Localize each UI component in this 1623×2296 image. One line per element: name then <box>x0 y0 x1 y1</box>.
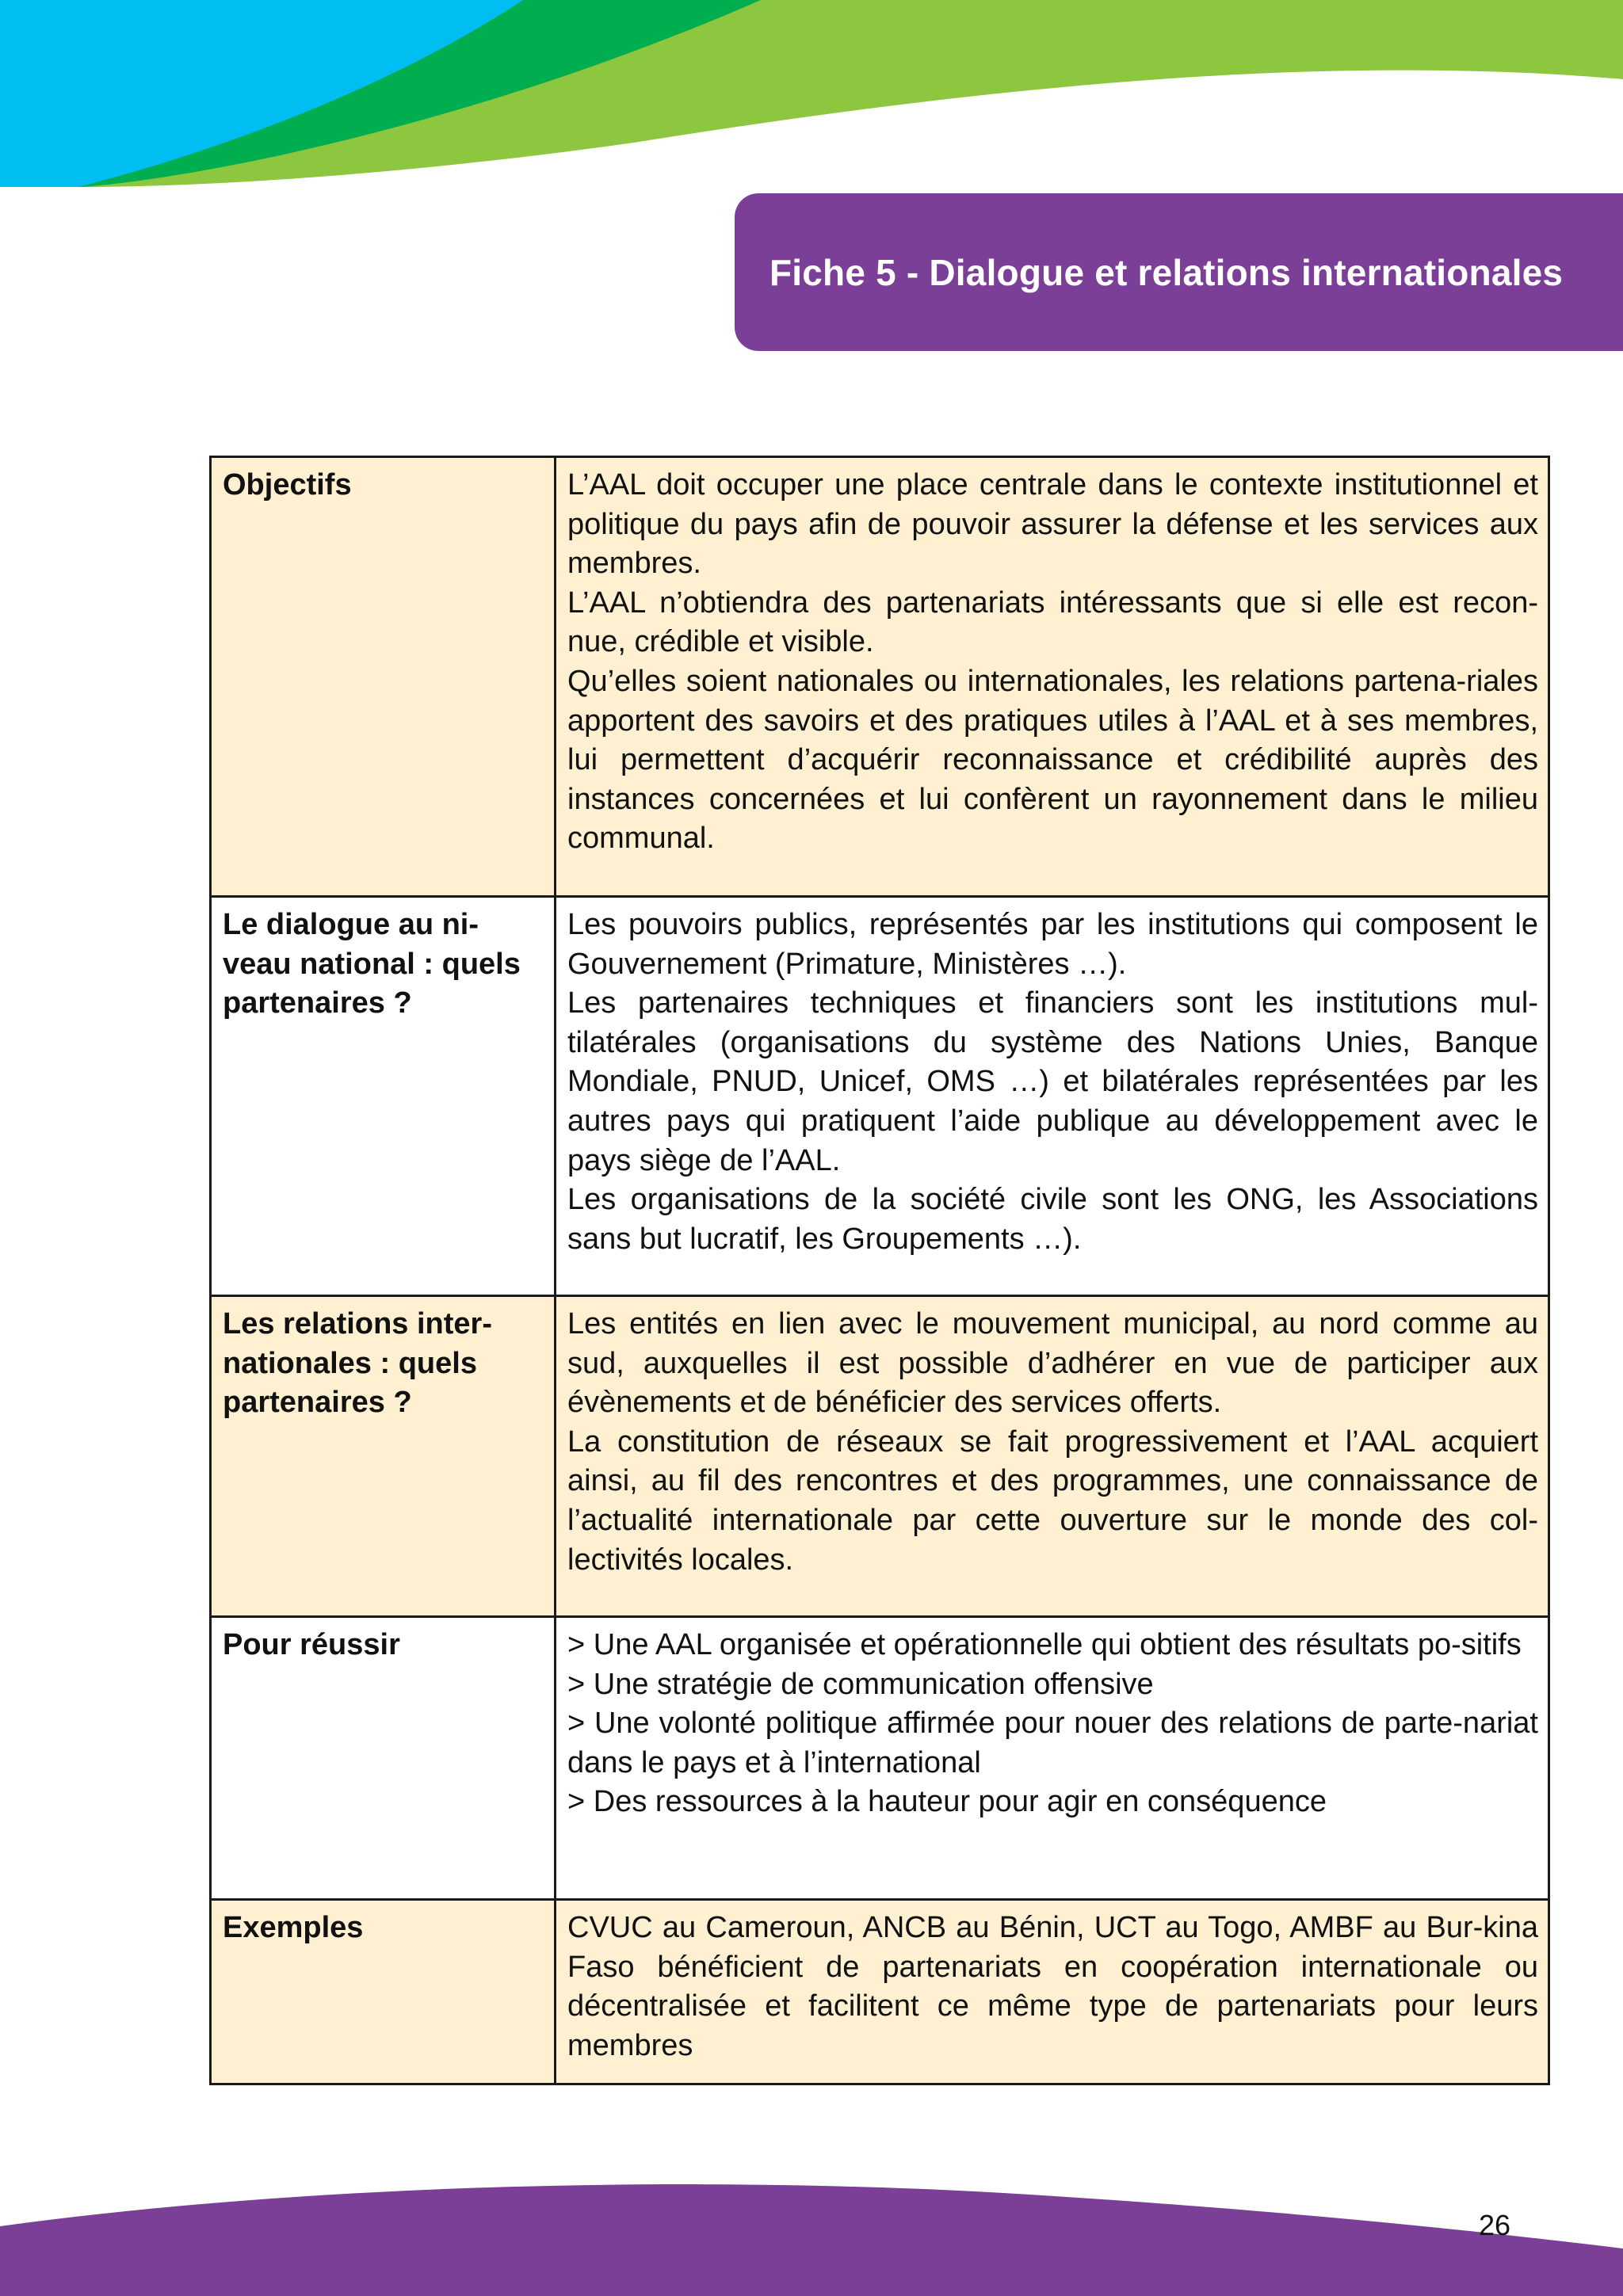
bullet-item: > Une volonté politique affirmée pour nouer des relations de parte-nariat dans le pays et à l’international <box>567 1707 1538 1779</box>
row-label: Exemples <box>211 1900 556 2084</box>
page-number: 26 <box>1479 2209 1511 2241</box>
paragraph: La constitution de réseaux se fait progressivement et l’AAL acquiert ainsi, au fil des rencontres et des programmes, une connaissance de l’actualité internationale par cette ouverture sur le monde des col-lectivités locales. <box>567 1425 1538 1577</box>
row-content <box>556 1900 1549 2084</box>
row-content <box>556 457 1549 897</box>
row-label: Pour réussir <box>211 1617 556 1900</box>
bottom-decorative-wave <box>0 2171 1623 2296</box>
page-title: Fiche 5 - Dialogue et relations internationales <box>769 251 1564 293</box>
paragraph: CVUC au Cameroun, ANCB au Bénin, UCT au Togo, AMBF au Bur-kina Faso bénéficient de partenariats en coopération internationale ou décentralisée et facilitent ce même type de partenariats pour leurs membres <box>567 1911 1538 2062</box>
paragraph: Les partenaires techniques et financiers sont les institutions mul-tilatérales (organisations du système des Nations Unies, Banque Mondiale, PNUD, Unicef, OMS …) et bilatérales représentées par les autres pays qui pratiquent l’aide publique au développement avec le pays siège de l’AAL. <box>567 986 1538 1177</box>
title-banner <box>735 193 1623 351</box>
paragraph: Les entités en lien avec le mouvement municipal, au nord comme au sud, auxquelles il est possible d’adhérer en vue de participer aux évènements et de bénéficier des services offerts. <box>567 1307 1538 1420</box>
paragraph: Les pouvoirs publics, représentés par les institutions qui composent le Gouvernement (Primature, Ministères …). <box>567 908 1538 981</box>
top-decorative-wave <box>0 0 1623 190</box>
row-content <box>556 897 1549 1296</box>
row-label: Les relations inter-nationales : quels partenaires ? <box>211 1296 556 1617</box>
table-row-objectifs <box>211 457 1549 897</box>
paragraph: Qu’elles soient nationales ou internationales, les relations partena-riales apportent des savoirs et des pratiques utiles à l’AAL et à ses membres, lui permettent d’acquérir reconnaissance et crédibilité auprès des instances concernées et lui confèrent un rayonnement dans le milieu communal. <box>567 664 1538 856</box>
row-label: Le dialogue au ni-veau national : quels partenaires ? <box>211 897 556 1296</box>
paragraph: L’AAL n’obtiendra des partenariats intéressants que si elle est recon-nue, crédible et visible. <box>567 585 1538 659</box>
table-row-exemples <box>211 1900 1549 2084</box>
table-row-pour-reussir <box>211 1617 1549 1900</box>
bullet-item: > Une AAL organisée et opérationnelle qui obtient des résultats po-sitifs <box>567 1628 1522 1661</box>
row-content <box>556 1296 1549 1617</box>
table-row-relations-internationales <box>211 1296 1549 1617</box>
fiche-table <box>209 456 1550 2085</box>
table-row-dialogue-national <box>211 897 1549 1296</box>
row-label: Objectifs <box>211 457 556 897</box>
bullet-item: > Une stratégie de communication offensive <box>567 1667 1154 1701</box>
bullet-item: > Des ressources à la hauteur pour agir en conséquence <box>567 1785 1327 1819</box>
row-content <box>556 1617 1549 1900</box>
paragraph: Les organisations de la société civile sont les ONG, les Associations sans but lucratif, les Groupements …). <box>567 1183 1538 1256</box>
paragraph: L’AAL doit occuper une place centrale dans le contexte institutionnel et politique du pays afin de pouvoir assurer la défense et les services aux membres. <box>567 468 1538 581</box>
